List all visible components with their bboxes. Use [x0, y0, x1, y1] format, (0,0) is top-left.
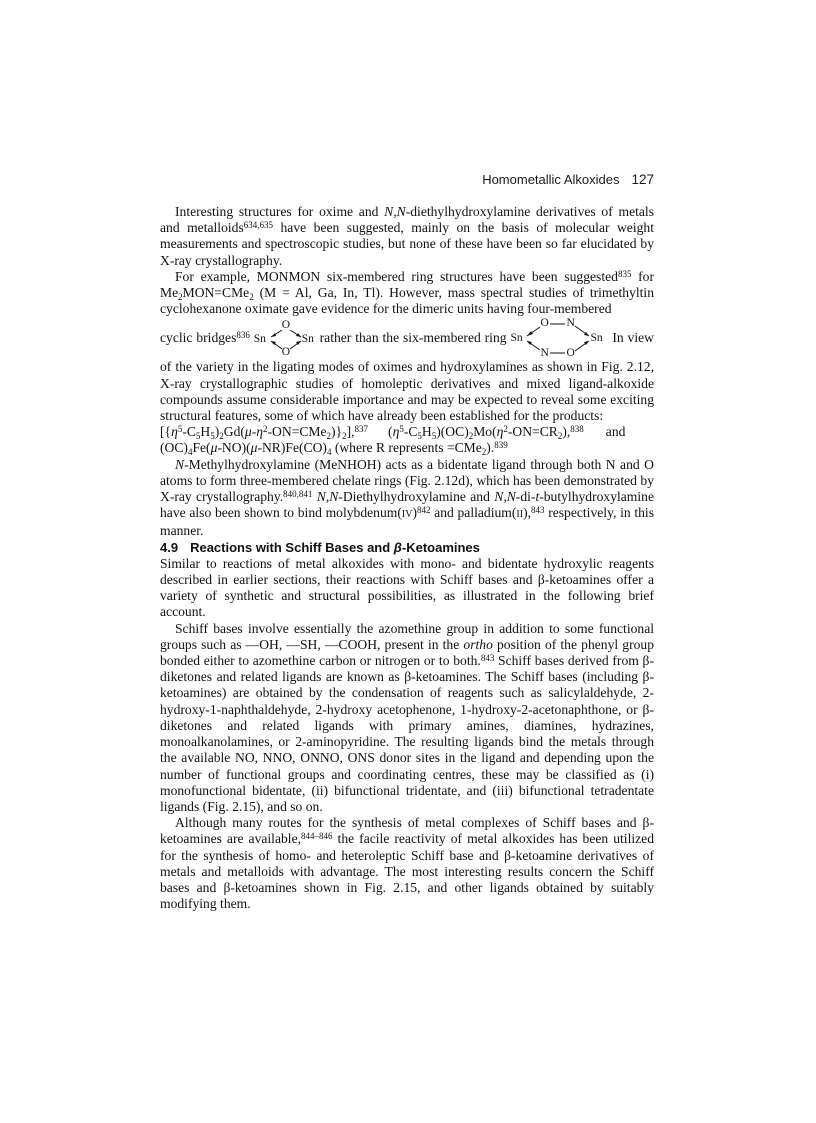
- section-heading: [160, 540, 654, 556]
- reference: 843: [480, 653, 495, 664]
- paragraph-6: Although many routes for the synthesis of metal complexes of Schiff bases and β-ketoamines are available,$^{844-846}$ the facile reactivity of metal alkoxides has been utilized for the synthesis of homo- and heteroleptic Schiff base and β-ketoamine derivatives of metals and metalloids with advantage. The most interesting results concern the Schiff bases and β-ketoamines shown in Fig. 2.15, and other ligands obtained by suitably modifying them.: [160, 815, 654, 912]
- reference: 837: [354, 424, 369, 435]
- ring4-o-top: O: [281, 319, 291, 332]
- reference: 844–846: [301, 831, 333, 842]
- paragraph-1: Interesting structures for oxime and N,N-diethylhydroxylamine derivatives of metals and metalloids$^{634,635}$ have been suggested, mainly on the basis of molecular weight measurements and spectroscopic studies, but none of these have been so far elucidated by X-ray crystallography.: [160, 204, 654, 268]
- paragraph-4: Similar to reactions of metal alkoxides with mono- and bidentate hydroxylic reagents described in earlier sections, their reactions with Schiff bases and β-ketoamines offer a variety of synthetic and structural possibilities, as illustrated in the following brief account.: [160, 555, 654, 620]
- ring6-n-top: N: [566, 317, 575, 330]
- running-title: Homometallic Alkoxides: [482, 172, 620, 187]
- reference: 840,841: [283, 489, 313, 500]
- body-text: [160, 204, 654, 912]
- four-membered-ring-diagram: [253, 319, 316, 359]
- section-number: 4.9: [160, 539, 179, 555]
- six-membered-ring-diagram: [510, 319, 608, 359]
- paragraph-3: N-Methylhydroxylamine (MeNHOH) acts as a bidentate ligand through both N and O atoms to form three-membered chelate rings (Fig. 2.12d), which has been demonstrated by X-ray crystallography.$^{840,841}$ N,N-Diethylhydroxylamine and N,N-di-t-butylhydroxylamine have also been shown to bind molybdenum(IV)$^{842}$ and palladium(II),$^{843}$ respectively, in this manner.: [160, 456, 654, 539]
- ring6-sn-left: Sn: [510, 332, 523, 345]
- paragraph-2: For example, MONMON six-membered ring structures have been suggested$^{835}$ for $Me_2MON=CMe_2$ (M = Al, Ga, In, Tl). However, mass spectral studies of trimethyltin cyclohexanone oximate gave evidence for the dimeric units having four-membered: [160, 268, 655, 317]
- section-title: Reactions with Schiff Bases and β-Ketoamines: [190, 539, 480, 555]
- reference: 836: [236, 330, 250, 341]
- ring6-sn-right: Sn: [590, 332, 603, 345]
- ring6-o-bottom: O: [566, 347, 575, 360]
- reference: 839: [494, 440, 508, 451]
- page-number: 127: [631, 172, 654, 187]
- paragraph-2-continued: cyclic bridges$^{836}$ Sn Sn O O rather than the six-membered ring Sn Sn O N N O In view of the variety in the ligating modes of oximes and hydroxylamines as shown in Fig. 2.12, X-ray crystallographic studies of homoleptic derivatives and mixed ligand-alkoxide compounds assume considerable importance and may be expected to reveal some exciting structural features, some of which have already been established for the products:: [160, 317, 654, 424]
- reference: 842: [416, 505, 431, 516]
- ring4-sn-left: Sn: [253, 333, 266, 346]
- running-header: [160, 172, 654, 187]
- reference: 634,635: [243, 220, 273, 231]
- ring6-n-bottom: N: [540, 347, 549, 360]
- reference: 843: [531, 505, 545, 516]
- ring4-sn-right: Sn: [301, 333, 314, 346]
- products-formulas: $[\{\eta^5-C_5H_5)_2Gd(\mu-\eta^2-ON=CMe_2)\}_2],^{837}$ $(\eta^5-C_5H_5)(OC)_2Mo(\eta^2-ON=CR_2),^{838}$ and $(OC)_4Fe(\mu-NO)(\mu-NR)Fe(CO)_4$ (where R represents =CMe$_2$).$^{839}$: [160, 424, 626, 458]
- ring4-o-bottom: O: [281, 346, 291, 359]
- reference: 835: [617, 268, 632, 279]
- ring6-o-top: O: [540, 317, 549, 330]
- reference: 838: [570, 424, 584, 435]
- paragraph-5: Schiff bases involve essentially the azomethine group in addition to some functional groups such as —OH, —SH, —COOH, present in the ortho position of the phenyl group bonded either to azomethine carbon or nitrogen or to both.$^{843}$ Schiff bases derived from β-diketones and related ligands are known as β-ketoamines. The Schiff bases (including β-ketoamines) are obtained by the condensation of reagents such as salicylaldehyde, 2-hydroxy-1-naphthaldehyde, 2-hydroxy acetophenone, 1-hydroxy-2-acetonaphthone, or β-diketones and related ligands with primary amines, diamines, hydrazines, monoalkanolamines, or 2-aminopyridine. The resulting ligands bind the metals through the available NO, NNO, ONNO, ONS donor sites in the ligand and depending upon the number of functional groups and coordinating centres, these may be classified as (i) monofunctional bidentate, (ii) bifunctional tridentate, and (iii) bifunctional tetradentate ligands (Fig. 2.15), and so on.: [160, 620, 654, 814]
